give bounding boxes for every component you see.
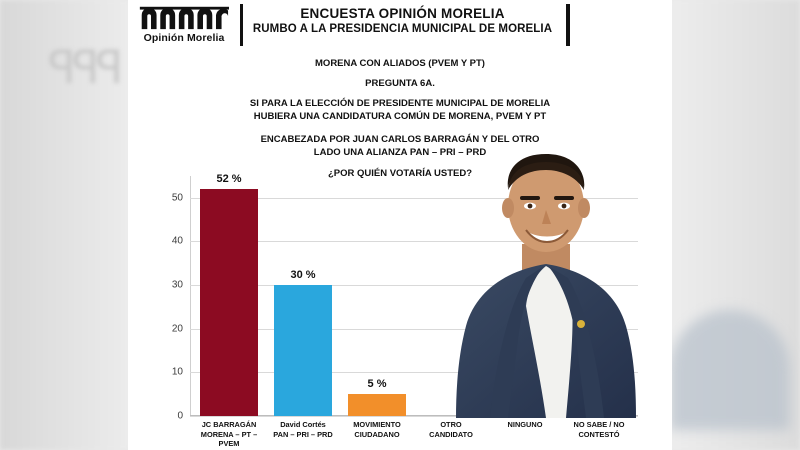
bar: [200, 189, 258, 416]
x-axis-labels: [190, 420, 638, 449]
x-tick-label: NINGUNO: [507, 420, 543, 429]
arches-logo-icon: [138, 4, 231, 30]
page-title: ENCUESTA OPINIÓN MORELIA: [300, 6, 505, 21]
brand-name: Opinión Morelia: [143, 32, 225, 44]
question-line-1: SI PARA LA ELECCIÓN DE PRESIDENTE MUNICIPAL DE MORELIA: [249, 98, 551, 109]
bar-value-label: 30 %: [290, 269, 316, 282]
question-line-2: HUBIERA UNA CANDIDATURA COMÚN DE MORENA, PVEM Y PT: [253, 111, 547, 122]
question-number: PREGUNTA 6A.: [365, 78, 435, 89]
background-ghost-shape: [670, 310, 790, 430]
y-tick-label: 0: [177, 410, 183, 422]
candidate-photo: [448, 140, 644, 418]
header-titles: [248, 6, 557, 35]
y-tick-label: 10: [171, 366, 183, 378]
x-tick-label: NO SABE / NO CONTESTÓ: [573, 420, 625, 439]
x-tick-label: David Cortés PAN – PRI – PRD: [273, 420, 333, 439]
x-tick-label: JC BARRAGÁN MORENA – PT –PVEM: [200, 420, 258, 448]
bar: [348, 394, 406, 416]
bar-column: [344, 176, 410, 416]
x-tick-label: OTRO CANDIDATO: [429, 420, 473, 439]
question-line-3: ENCABEZADA POR JUAN CARLOS BARRAGÁN Y DEL OTRO: [260, 134, 540, 145]
header-divider-left: [240, 4, 243, 46]
brand: [134, 4, 234, 44]
question-line-5: ¿POR QUIÉN VOTARÍA USTED?: [327, 168, 473, 179]
bar-column: [196, 173, 262, 416]
card-header: [128, 0, 672, 56]
y-tick-label: 50: [171, 192, 183, 204]
y-tick-label: 40: [171, 235, 183, 247]
bar-column: [270, 176, 336, 416]
question-line-4: LADO UNA ALIANZA PAN – PRI – PRD: [313, 147, 487, 158]
bar-value-label: 5 %: [367, 378, 387, 391]
poll-card: [128, 0, 672, 450]
page-subtitle: RUMBO A LA PRESIDENCIA MUNICIPAL DE MORELIA: [252, 23, 553, 35]
y-tick-label: 30: [171, 279, 183, 291]
background-ghost-logo: ꟼꟼꟼ: [48, 42, 120, 93]
x-tick-label: MOVIMIENTO CIUDADANO: [353, 420, 401, 439]
bar-value-label: 52 %: [216, 173, 242, 186]
header-divider-right: [566, 4, 570, 46]
bar: [274, 285, 332, 416]
coalition-label: MORENA CON ALIADOS (PVEM Y PT): [315, 58, 485, 69]
y-tick-label: 20: [171, 323, 183, 335]
